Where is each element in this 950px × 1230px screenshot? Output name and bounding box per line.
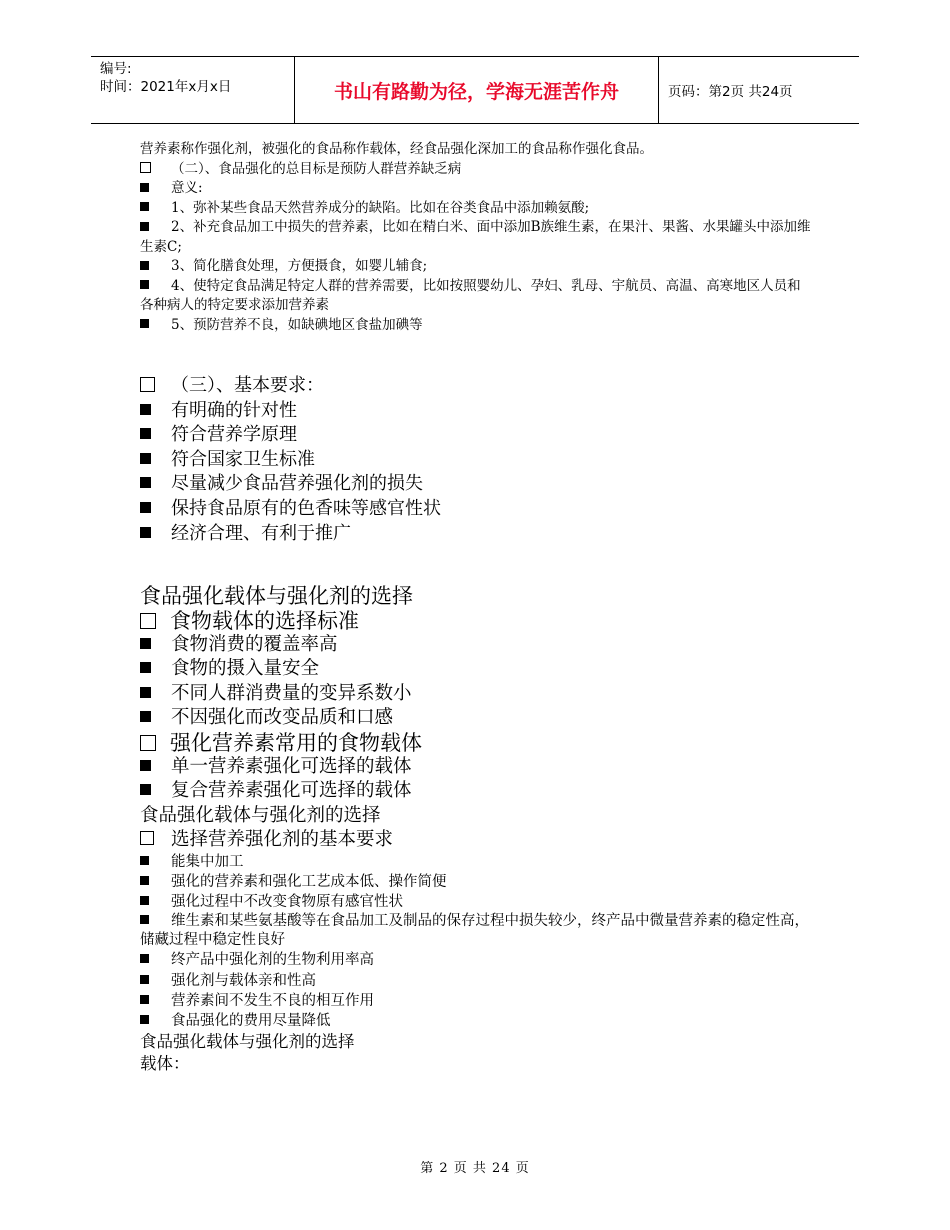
header-meta <box>91 57 294 123</box>
list-item <box>140 892 812 912</box>
filled-square-bullet-icon <box>140 915 149 924</box>
list-item <box>140 991 812 1011</box>
filled-square-bullet-icon <box>140 662 151 673</box>
list-item <box>140 423 812 448</box>
list-item <box>140 1011 812 1031</box>
header-motto: 书山有路勤为径，学海无涯苦作舟 <box>294 57 659 123</box>
filled-square-bullet-icon <box>140 477 151 488</box>
filled-square-bullet-icon <box>140 453 151 464</box>
item-text: 尽量减少食品营养强化剂的损失 <box>171 473 423 495</box>
list-item <box>140 218 812 257</box>
filled-square-bullet-icon <box>140 896 149 905</box>
subsection-heading: 食物载体的选择标准 <box>170 608 359 633</box>
list-item <box>140 755 812 779</box>
hollow-square-bullet-icon <box>140 162 151 173</box>
subsection-heading: 强化营养素常用的食物载体 <box>170 730 422 755</box>
item-text: 能集中加工 <box>171 853 244 870</box>
filled-square-bullet-icon <box>140 502 151 513</box>
filled-square-bullet-icon <box>140 995 149 1004</box>
intro-paragraph: 营养素称作强化剂，被强化的食品称作载体，经食品强化深加工的食品称作强化食品。 <box>140 141 653 157</box>
list-item <box>140 852 812 872</box>
item-text: 复合营养素强化可选择的载体 <box>171 780 412 802</box>
closing-title: 食品强化载体与强化剂的选择 <box>140 1032 355 1052</box>
item-text: 2、补充食品加工中损失的营养素，比如在精白米、面中添加B族维生素，在果汁、果酱、水果罐头中添加维生素C; <box>140 219 811 255</box>
list-item <box>140 179 812 199</box>
filled-square-bullet-icon <box>140 183 149 192</box>
hollow-square-bullet-icon <box>140 613 156 629</box>
list-item <box>140 316 812 336</box>
hollow-square-bullet-icon <box>140 377 155 392</box>
document-body <box>140 140 812 1075</box>
filled-square-bullet-icon <box>140 280 149 289</box>
filled-square-bullet-icon <box>140 876 149 885</box>
item-text: 强化的营养素和强化工艺成本低、操作简便 <box>171 874 447 891</box>
list-item <box>140 706 812 730</box>
list-item <box>140 497 812 522</box>
meaning-label: 意义: <box>171 180 203 196</box>
carrier-label: 载体： <box>140 1054 190 1074</box>
filled-square-bullet-icon <box>140 404 151 415</box>
filled-square-bullet-icon <box>140 1015 149 1024</box>
section-title: 食品强化载体与强化剂的选择 <box>140 804 381 826</box>
hollow-square-bullet-icon <box>140 831 154 845</box>
item-text: 经济合理、有利于推广 <box>171 522 351 544</box>
list-item <box>140 633 812 657</box>
filled-square-bullet-icon <box>140 319 149 328</box>
filled-square-bullet-icon <box>140 687 151 698</box>
filled-square-bullet-icon <box>140 760 151 771</box>
list-item <box>140 472 812 497</box>
item-text: 单一营养素强化可选择的载体 <box>171 756 412 777</box>
list-item <box>140 657 812 681</box>
item-text: 强化剂与载体亲和性高 <box>171 972 316 989</box>
item-text: 强化过程中不改变食物原有感官性状 <box>171 894 403 911</box>
filled-square-bullet-icon <box>140 856 149 865</box>
hollow-square-bullet-icon <box>140 735 156 751</box>
filled-square-bullet-icon <box>140 975 149 984</box>
item-text: 符合国家卫生标准 <box>171 448 315 470</box>
time-label: 时间：2021年x月x日 <box>100 79 232 95</box>
filled-square-bullet-icon <box>140 638 151 649</box>
filled-square-bullet-icon <box>140 222 149 231</box>
header-page-info: 页码：第2页 共24页 <box>668 84 793 100</box>
list-item <box>140 872 812 892</box>
section-basic-requirements <box>140 374 812 546</box>
filled-square-bullet-icon <box>140 711 151 722</box>
section-heading: （三）、基本要求： <box>171 375 324 396</box>
item-text: 有明确的针对性 <box>171 399 297 421</box>
section-carrier-selection <box>140 584 812 804</box>
page-footer: 第 2 页 共 24 页 <box>420 1161 530 1176</box>
list-item <box>140 257 812 277</box>
section-title: 食品强化载体与强化剂的选择 <box>140 584 413 609</box>
item-text: 4、使特定食品满足特定人群的营养需要，比如按照婴幼儿、孕妇、乳母、宇航员、高温、高寒地区人员和各种病人的特定要求添加营养素 <box>140 277 801 313</box>
item-text: 不同人群消费量的变异系数小 <box>171 682 412 704</box>
list-item <box>140 448 812 473</box>
item-text: 不因强化而改变品质和口感 <box>171 707 394 729</box>
list-item <box>140 374 812 399</box>
filled-square-bullet-icon <box>140 784 151 795</box>
list-item <box>140 971 812 991</box>
section-fortificant-selection <box>140 804 812 1075</box>
list-item <box>140 828 812 852</box>
list-item <box>140 682 812 706</box>
list-item <box>140 160 812 180</box>
item-text: 3、简化膳食处理，方便摄食，如婴儿辅食; <box>171 258 428 274</box>
list-item <box>140 950 812 970</box>
page-header <box>91 56 859 124</box>
filled-square-bullet-icon <box>140 428 151 439</box>
item-text: 食品强化的费用尽量降低 <box>171 1013 331 1030</box>
section-heading: （二）、食品强化的总目标是预防人群营养缺乏病 <box>171 160 462 177</box>
list-item <box>140 399 812 424</box>
filled-square-bullet-icon <box>140 261 149 270</box>
list-item <box>140 199 812 219</box>
number-label: 编号: <box>100 61 132 77</box>
section-meaning <box>140 140 812 335</box>
list-item <box>140 731 812 755</box>
list-item <box>140 779 812 803</box>
item-text: 符合营养学原理 <box>171 424 297 446</box>
list-item <box>140 522 812 547</box>
item-text: 营养素间不发生不良的相互作用 <box>171 992 374 1009</box>
list-item <box>140 912 812 950</box>
item-text: 5、预防营养不良，如缺碘地区食盐加碘等 <box>171 316 423 333</box>
filled-square-bullet-icon <box>140 527 151 538</box>
item-text: 食物消费的覆盖率高 <box>171 633 338 655</box>
list-item <box>140 277 812 316</box>
item-text: 1、弥补某些食品天然营养成分的缺陷。比如在谷类食品中添加赖氨酸; <box>171 199 590 216</box>
filled-square-bullet-icon <box>140 954 149 963</box>
item-text: 终产品中强化剂的生物利用率高 <box>171 952 374 969</box>
filled-square-bullet-icon <box>140 202 149 211</box>
list-item <box>140 609 812 633</box>
item-text: 维生素和某些氨基酸等在食品加工及制品的保存过程中损失较少，终产品中微量营养素的稳定性高，储藏过程中稳定性良好 <box>140 913 809 949</box>
subsection-heading: 选择营养强化剂的基本要求 <box>171 828 394 850</box>
item-text: 食物的摄入量安全 <box>171 658 320 680</box>
item-text: 保持食品原有的色香味等感官性状 <box>171 497 441 519</box>
